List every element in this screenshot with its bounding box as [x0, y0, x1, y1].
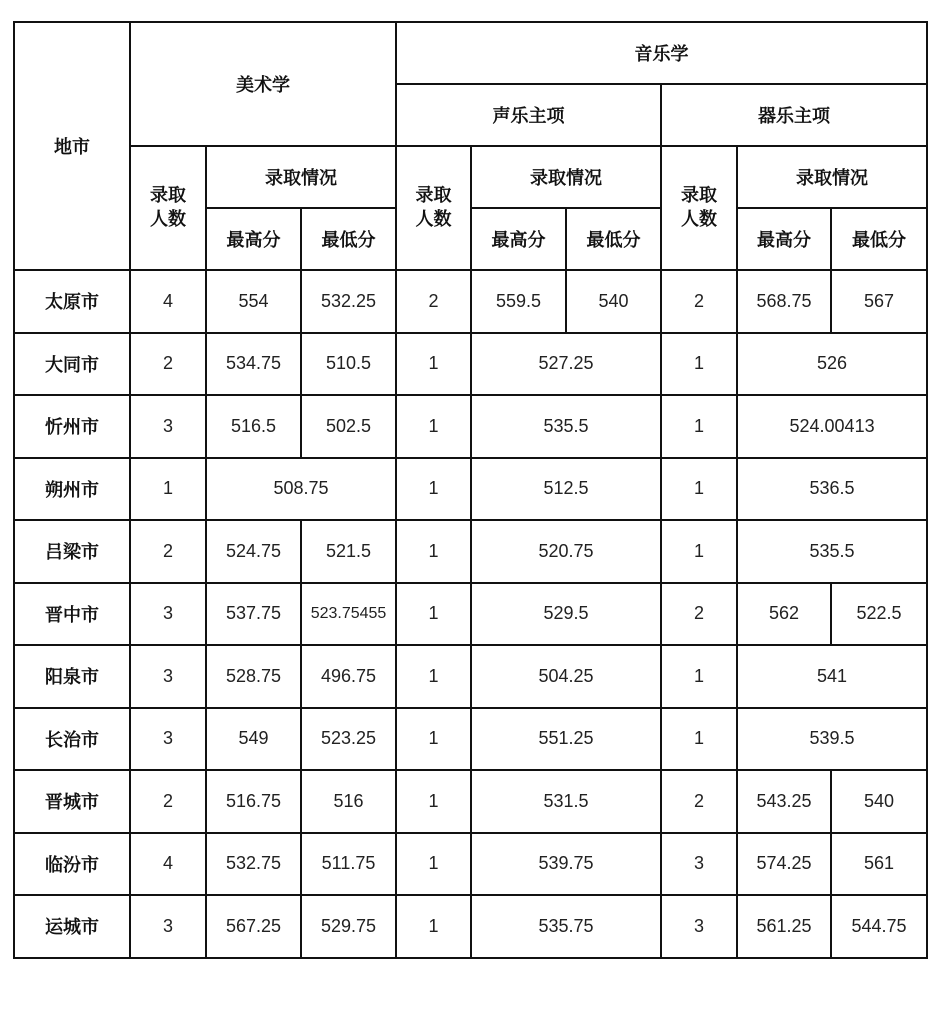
instrument-min-cell: 544.75 [831, 895, 927, 958]
instrument-score-cell: 539.5 [737, 708, 927, 771]
instrument-count-cell: 3 [661, 833, 737, 896]
header-vocal-count: 录取人数 [396, 146, 471, 270]
vocal-score-cell: 504.25 [471, 645, 661, 708]
instrument-count-cell: 1 [661, 520, 737, 583]
art-max-cell: 516.75 [206, 770, 301, 833]
instrument-count-cell: 1 [661, 458, 737, 521]
vocal-count-cell: 2 [396, 270, 471, 333]
art-min-cell: 521.5 [301, 520, 396, 583]
art-count-cell: 3 [130, 645, 206, 708]
city-cell: 朔州市 [14, 458, 130, 521]
art-min-cell: 510.5 [301, 333, 396, 396]
instrument-score-cell: 526 [737, 333, 927, 396]
art-min-cell: 532.25 [301, 270, 396, 333]
instrument-min-cell: 540 [831, 770, 927, 833]
vocal-count-cell: 1 [396, 583, 471, 646]
art-count-cell: 2 [130, 520, 206, 583]
art-min-cell: 496.75 [301, 645, 396, 708]
table-row [14, 895, 927, 958]
instrument-count-cell: 3 [661, 895, 737, 958]
art-min-cell: 511.75 [301, 833, 396, 896]
art-max-cell: 549 [206, 708, 301, 771]
city-cell: 长治市 [14, 708, 130, 771]
vocal-count-cell: 1 [396, 645, 471, 708]
vocal-count-cell: 1 [396, 333, 471, 396]
header-instrument-max: 最高分 [737, 208, 831, 270]
art-score-cell: 508.75 [206, 458, 396, 521]
header-instrument: 器乐主项 [661, 84, 927, 146]
vocal-score-cell: 512.5 [471, 458, 661, 521]
instrument-score-cell: 536.5 [737, 458, 927, 521]
instrument-count-cell: 1 [661, 708, 737, 771]
art-count-cell: 1 [130, 458, 206, 521]
table-row [14, 770, 927, 833]
city-cell: 忻州市 [14, 395, 130, 458]
header-art-min: 最低分 [301, 208, 396, 270]
vocal-count-cell: 1 [396, 458, 471, 521]
art-max-cell: 554 [206, 270, 301, 333]
instrument-count-cell: 1 [661, 333, 737, 396]
header-art: 美术学 [130, 22, 396, 146]
vocal-score-cell: 539.75 [471, 833, 661, 896]
instrument-max-cell: 543.25 [737, 770, 831, 833]
vocal-count-cell: 1 [396, 770, 471, 833]
vocal-score-cell: 535.5 [471, 395, 661, 458]
vocal-score-cell: 527.25 [471, 333, 661, 396]
vocal-count-cell: 1 [396, 833, 471, 896]
city-cell: 大同市 [14, 333, 130, 396]
city-cell: 运城市 [14, 895, 130, 958]
admission-score-table [13, 21, 928, 959]
header-vocal-status: 录取情况 [471, 146, 661, 208]
instrument-score-cell: 535.5 [737, 520, 927, 583]
header-instrument-status: 录取情况 [737, 146, 927, 208]
table-row [14, 708, 927, 771]
instrument-count-cell: 2 [661, 583, 737, 646]
art-max-cell: 534.75 [206, 333, 301, 396]
header-vocal-max: 最高分 [471, 208, 566, 270]
header-instrument-min: 最低分 [831, 208, 927, 270]
header-art-max: 最高分 [206, 208, 301, 270]
instrument-count-cell: 2 [661, 770, 737, 833]
table-row [14, 583, 927, 646]
instrument-max-cell: 561.25 [737, 895, 831, 958]
art-max-cell: 532.75 [206, 833, 301, 896]
city-cell: 晋中市 [14, 583, 130, 646]
vocal-min-cell: 540 [566, 270, 661, 333]
art-max-cell: 528.75 [206, 645, 301, 708]
vocal-score-cell: 551.25 [471, 708, 661, 771]
art-min-cell: 502.5 [301, 395, 396, 458]
instrument-min-cell: 522.5 [831, 583, 927, 646]
table-row [14, 520, 927, 583]
instrument-count-cell: 2 [661, 270, 737, 333]
art-count-cell: 3 [130, 895, 206, 958]
instrument-count-cell: 1 [661, 395, 737, 458]
city-cell: 吕梁市 [14, 520, 130, 583]
header-instrument-count: 录取人数 [661, 146, 737, 270]
art-count-cell: 2 [130, 770, 206, 833]
city-cell: 临汾市 [14, 833, 130, 896]
art-min-cell: 523.75455 [301, 583, 396, 646]
vocal-score-cell: 529.5 [471, 583, 661, 646]
table-row [14, 270, 927, 333]
header-art-status: 录取情况 [206, 146, 396, 208]
instrument-count-cell: 1 [661, 645, 737, 708]
table-row [14, 333, 927, 396]
header-music: 音乐学 [396, 22, 927, 84]
art-count-cell: 3 [130, 395, 206, 458]
table-row [14, 645, 927, 708]
vocal-count-cell: 1 [396, 708, 471, 771]
vocal-count-cell: 1 [396, 520, 471, 583]
art-min-cell: 529.75 [301, 895, 396, 958]
art-max-cell: 516.5 [206, 395, 301, 458]
vocal-score-cell: 531.5 [471, 770, 661, 833]
instrument-max-cell: 574.25 [737, 833, 831, 896]
vocal-score-cell: 520.75 [471, 520, 661, 583]
art-min-cell: 523.25 [301, 708, 396, 771]
art-count-cell: 2 [130, 333, 206, 396]
vocal-score-cell: 535.75 [471, 895, 661, 958]
vocal-count-cell: 1 [396, 395, 471, 458]
header-vocal: 声乐主项 [396, 84, 661, 146]
city-cell: 晋城市 [14, 770, 130, 833]
art-max-cell: 537.75 [206, 583, 301, 646]
art-min-cell: 516 [301, 770, 396, 833]
table-row [14, 395, 927, 458]
instrument-max-cell: 562 [737, 583, 831, 646]
instrument-score-cell: 524.00413 [737, 395, 927, 458]
city-cell: 阳泉市 [14, 645, 130, 708]
instrument-min-cell: 561 [831, 833, 927, 896]
table-row [14, 833, 927, 896]
instrument-max-cell: 568.75 [737, 270, 831, 333]
city-cell: 太原市 [14, 270, 130, 333]
vocal-count-cell: 1 [396, 895, 471, 958]
art-max-cell: 567.25 [206, 895, 301, 958]
header-city: 地市 [14, 22, 130, 270]
art-count-cell: 3 [130, 708, 206, 771]
art-count-cell: 3 [130, 583, 206, 646]
vocal-max-cell: 559.5 [471, 270, 566, 333]
instrument-min-cell: 567 [831, 270, 927, 333]
art-max-cell: 524.75 [206, 520, 301, 583]
table-row [14, 458, 927, 521]
instrument-score-cell: 541 [737, 645, 927, 708]
art-count-cell: 4 [130, 270, 206, 333]
header-art-count: 录取人数 [130, 146, 206, 270]
header-vocal-min: 最低分 [566, 208, 661, 270]
art-count-cell: 4 [130, 833, 206, 896]
